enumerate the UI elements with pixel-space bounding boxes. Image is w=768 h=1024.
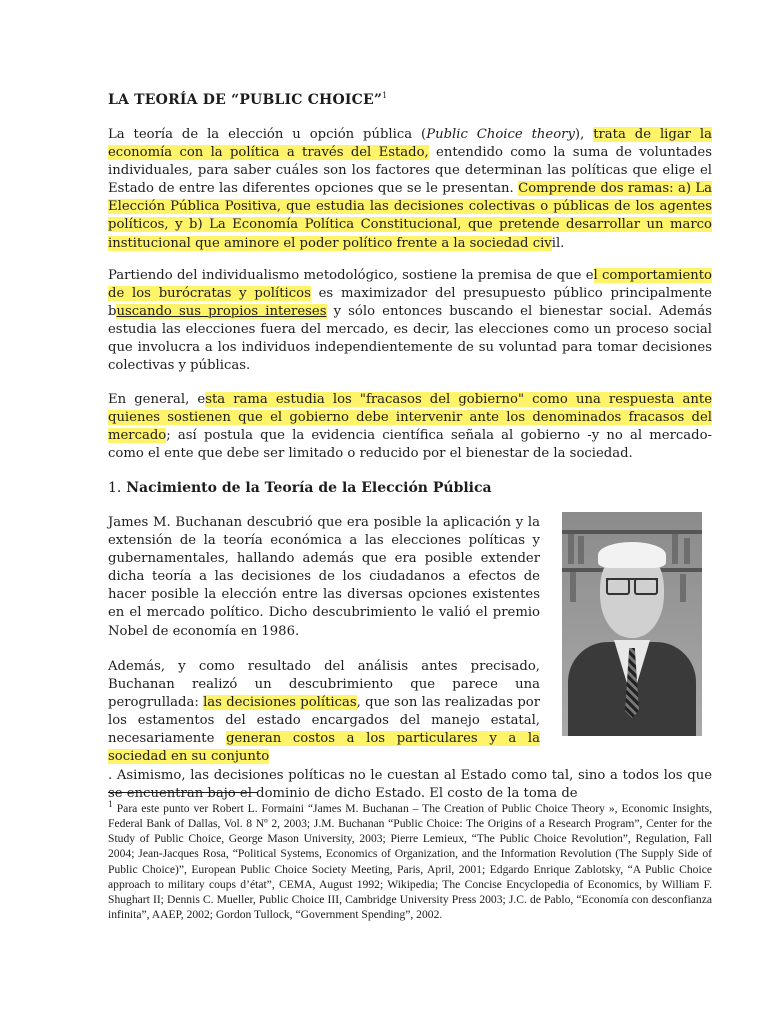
paragraph-costs: Además, y como resultado del análisis antes precisado, Buchanan realizó un descubrimiento que parece una perogrullada: las decisiones políticas, que son las realizadas por los estamentos del estado encargados del manejo estatal, necesariamente generan costos a los particulares y a la sociedad en su conjunto . Asimismo, las decisiones políticas no le cuestan al Estado como tal, sino a todos los que se encuentran bajo el dominio de dicho Estado. El costo de la toma de: [108, 659, 712, 801]
footnote-ref: 1: [382, 91, 388, 100]
section-heading: 1. Nacimiento de la Teoría de la Elección Pública: [108, 480, 492, 496]
highlight: l comportamiento de los burócratas y políticos: [108, 268, 712, 302]
highlight: sta rama estudia los "fracasos del gobierno" como una respuesta ante quienes sostienen que el gobierno debe intervenir ante los denominados fracasos del mercado: [108, 392, 712, 444]
highlight-underlined: uscando sus propios intereses: [116, 304, 327, 320]
highlight: Comprende dos ramas: a) La Elección Pública Positiva, que estudia las decisiones colectivas o públicas de los agentes políticos, y b) La Economía Política Constitucional, que pretende desarrollar un marco institucional que aminore el poder político frente a la sociedad civ: [108, 181, 712, 251]
footnote-divider: [108, 792, 258, 793]
paragraph-intro: La teoría de la elección u opción pública (Public Choice theory), trata de ligar la economía con la política a través del Estado, entendido como la suma de voluntades individuales, para saber cuáles son los factores que determinan las políticas que elige el Estado de entre las diferentes opciones que se le presentan. Comprende dos ramas: a) La Elección Pública Positiva, que estudia las decisiones colectivas o públicas de los agentes políticos, y b) La Economía Política Constitucional, que pretende desarrollar un marco institucional que aminore el poder político frente a la sociedad civil.: [108, 127, 712, 251]
highlight: trata de ligar la economía con la política a través del Estado,: [108, 127, 712, 161]
page-title: LA TEORÍA DE “PUBLIC CHOICE”$^1$: [108, 91, 388, 108]
paragraph-buchanan: James M. Buchanan descubrió que era posible la aplicación y la extensión de la teoría económica a las elecciones políticas y gubernamentales, hallando además que era posible extender dicha teoría a las decisiones de los ciudadanos a efectos de hacer posible la elección entre las diversas opciones existentes en el mercado político. Dicho descubrimiento le valió el premio Nobel de economía en 1986.: [108, 515, 540, 639]
paragraph-methodology: Partiendo del individualismo metodológico, sostiene la premisa de que el comportamiento de los burócratas y políticos es maximizador del presupuesto público principalmente buscando sus propios intereses y sólo entonces buscando el bienestar social. Además estudia las elecciones fuera del mercado, es decir, las elecciones como un proceso social que involucra a los individuos independientemente de su voluntad para tomar decisiones colectivas y públicas.: [108, 268, 712, 374]
highlight: las decisiones políticas: [203, 695, 357, 711]
footnote-number: 1: [108, 799, 113, 810]
footnote: $^1$ Para este punto ver Robert L. Formaini “James M. Buchanan – The Creation of Public Choice Theory », Economic Insights, Federal Bank of Dallas, Vol. 8 Nº 2, 2003; J.M. Buchanan “Public Choice: The Origins of a Research Program”, Center for the Study of Public Choice, George Mason University, 2003; Pierre Lemieux, “The Public Choice Revolution”, Regulation, Fall 2004; Jean-Jacques Rosa, “Political Systems, Economics of Organization, and the Information Revolution (The Supply Side of Public Choice)”, European Public Choice Society Meeting, Paris, April, 2001; Edgardo Enrique Zablotsky, “A Public Choice approach to military coups d’état”, CEMA, August 1992; Wikipedia; The Concise Encyclopedia of Economics, by William F. Shughart II; Dennis C. Mueller, Public Choice III, Cambridge University Press 2003; J.C. de Pablo, “Economía con desconfianza infinita”, AAEP, 2002; Gordon Tullock, “Government Spending”, 2002.: [108, 799, 712, 922]
highlight: generan costos a los particulares y a la sociedad en su conjunto: [108, 731, 540, 765]
paragraph-government-failures: En general, esta rama estudia los "fracasos del gobierno" como una respuesta ante quienes sostienen que el gobierno debe intervenir ante los denominados fracasos del mercado; así postula que la evidencia científica señala al gobierno -y no al mercado- como el ente que debe ser limitado o reducido por el bienestar de la sociedad.: [108, 392, 712, 462]
